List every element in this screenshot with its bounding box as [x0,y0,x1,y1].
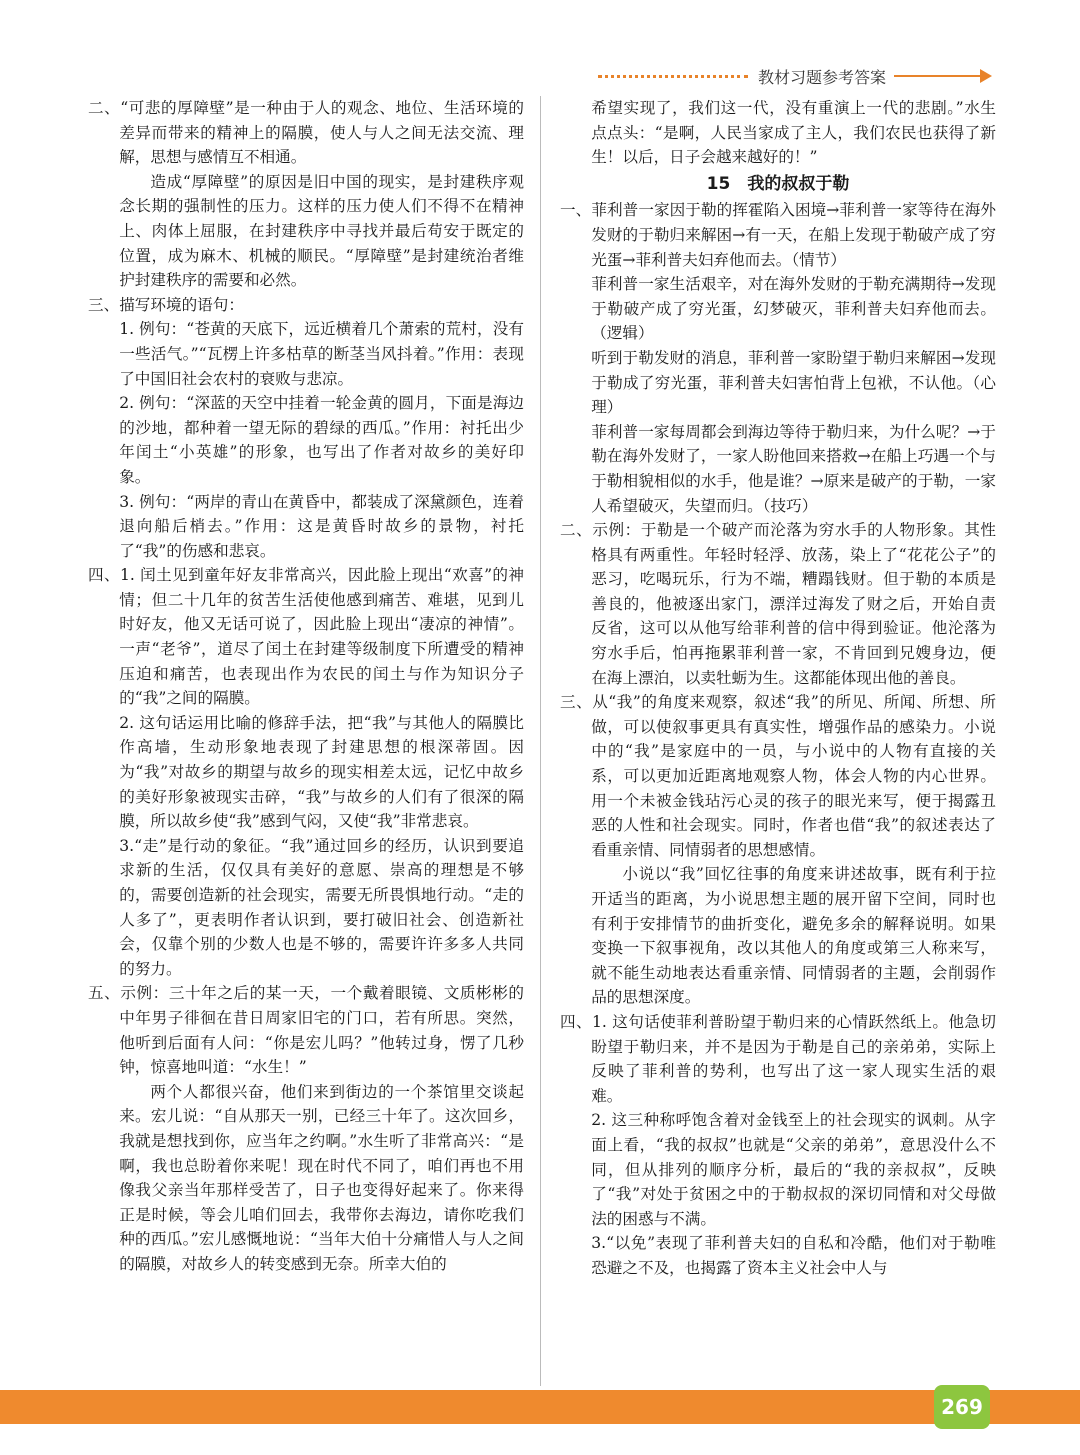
arrow-right-icon [894,75,990,77]
answer-paragraph: 菲利普一家生活艰辛，对在海外发财的于勒充满期待→发现于勒破产成了穷光蛋，幻梦破灭，菲利普夫妇弃他而去。（逻辑） [591,275,996,343]
header-title: 教材习题参考答案 [758,67,887,87]
answer-paragraph: 造成“厚障壁”的原因是旧中国的现实，是封建秩序观念长期的强制性的压力。这样的压力使人们不得不在精神上、肉体上屈服，在封建秩序中寻找并最后苟安于既定的位置，成为麻木、机械的顺民。“厚障壁”是封建统治者维护封建秩序的需要和必然。 [119,172,524,290]
answer-paragraph: 三、描写环境的语句： [88,295,244,314]
answer-paragraph: 2. 这句话运用比喻的修辞手法，把“我”与其他人的隔膜比作高墙，生动形象地表现了封建思想的根深蒂固。因为“我”对故乡的期望与故乡的现实相差太远，记忆中故乡的美好形象被现实击碎，“我”与故乡的人们有了很深的隔膜，所以故乡使“我”感到气闷，又使“我”非常悲哀。 [119,713,524,831]
answer-paragraph: 1. 例句：“苍黄的天底下，远近横着几个萧索的荒村，没有一些活气。”“瓦楞上许多枯草的断茎当风抖着。”作用：表现了中国旧社会农村的衰败与悲凉。 [119,320,524,388]
answer-paragraph: 四、1. 闰土见到童年好友非常高兴，因此脸上现出“欢喜”的神情；但二十几年的贫苦生活使他感到痛苦、难堪，见到儿时好友，他又无话可说了，因此脸上现出“凄凉的神情”。一声“老爷”，道尽了闰土在封建等级制度下所遭受的精神压迫和痛苦，也表现出作为农民的闰土与作为知识分子的“我”之间的隔膜。 [88,566,524,708]
answer-paragraph: 菲利普一家每周都会到海边等待于勒归来，为什么呢？→于勒在海外发财了，一家人盼他回来搭救→在船上巧遇一个与于勒相貌相似的水手，他是谁？→原来是破产的于勒，一家人希望破灭，失望而归。（技巧） [591,422,996,515]
answer-paragraph: 3.“以免”表现了菲利普夫妇的自私和冷酷，他们对于勒唯恐避之不及，也揭露了资本主义社会中人与 [591,1234,996,1277]
answer-paragraph: 听到于勒发财的消息，菲利普一家盼望于勒归来解困→发现于勒成了穷光蛋，菲利普夫妇害怕背上包袱，不认他。（心理） [591,348,996,417]
answer-paragraph: 二、“可悲的厚障壁”是一种由于人的观念、地位、生活环境的差异而带来的精神上的隔膜，使人与人之间无法交流、理解，思想与感情互不相通。 [88,99,524,167]
answer-paragraph: 三、从“我”的角度来观察，叙述“我”的所见、所闻、所想、所做，可以使叙事更具有真实性，增强作品的感染力。小说中的“我”是家庭中的一员，与小说中的人物有直接的关系，可以更加近距离地观察人物，体会人物的内心世界。用一个未被金钱玷污心灵的孩子的眼光来写，便于揭露丑恶的人性和社会现实。同时，作者也借“我”的叙述表达了看重亲情、同情弱者的思想感情。 [560,693,996,859]
dotted-line-decoration [598,75,748,78]
answer-paragraph: 一、菲利普一家因于勒的挥霍陷入困境→菲利普一家等待在海外发财的于勒归来解困→有一天，在船上发现于勒破产成了穷光蛋→菲利普夫妇弃他而去。（情节） [560,201,996,269]
page-header [598,62,990,90]
column-divider [540,96,541,1386]
answer-paragraph: 3.“走”是行动的象征。“我”通过回乡的经历，认识到要追求新的生活，仅仅具有美好的意愿、崇高的理想是不够的，需要创造新的社会现实，需要无所畏惧地行动。“走的人多了”，更表明作者认识到，要打破旧社会、创造新社会，仅靠个别的少数人也是不够的，需要许许多多人共同的努力。 [119,836,524,978]
lesson-title: 15 我的叔叔于勒 [706,173,850,194]
left-column [88,96,524,1386]
answer-paragraph: 3. 例句：“两岸的青山在黄昏中，都装成了深黛颜色，连着退向船后梢去。”作用：这是黄昏时故乡的景物，衬托了“我”的伤感和悲哀。 [119,492,524,560]
answer-paragraph: 希望实现了，我们这一代，没有重演上一代的悲剧。”水生点点头：“是啊，人民当家成了主人，我们农民也获得了新生！以后，日子会越来越好的！” [591,99,996,167]
answer-paragraph: 四、1. 这句话使菲利普盼望于勒归来的心情跃然纸上。他急切盼望于勒归来，并不是因为于勒是自己的亲弟弟，实际上反映了菲利普的势利，也写出了这一家人现实生活的艰难。 [560,1012,996,1105]
answer-paragraph: 二、示例：于勒是一个破产而沦落为穷水手的人物形象。其性格具有两重性。年轻时轻浮、放荡，染上了“花花公子”的恶习，吃喝玩乐，行为不端，糟蹋钱财。但于勒的本质是善良的，他被逐出家门，漂洋过海发了财之后，开始自责反省，这可以从他写给菲利普的信中得到验证。他沦落为穷水手后，怕再拖累菲利普一家，不肯回到兄嫂身边，便在海上漂泊，以卖牡蛎为生。这都能体现出他的善良。 [560,521,996,687]
answer-paragraph: 2. 例句：“深蓝的天空中挂着一轮金黄的圆月，下面是海边的沙地，都种着一望无际的碧绿的西瓜。”作用：衬托出少年闰土“小英雄”的形象，也写出了作者对故乡的美好印象。 [119,394,524,486]
answer-paragraph: 小说以“我”回忆往事的角度来讲述故事，既有利于拉开适当的距离，为小说思想主题的展开留下空间，同时也有利于安排情节的曲折变化，避免多余的解释说明。如果变换一下叙事视角，改以其他人的角度或第三人称来写，就不能生动地表达看重亲情、同情弱者的主题，会削弱作品的思想深度。 [591,865,996,1007]
answer-paragraph: 2. 这三种称呼饱含着对金钱至上的社会现实的讽刺。从字面上看，“我的叔叔”也就是“父亲的弟弟”，意思没什么不同，但从排列的顺序分析，最后的“我的亲叔叔”，反映了“我”对处于贫困之中的于勒叔叔的深切同情和对父母做法的困惑与不满。 [591,1111,996,1228]
footer-bar [0,1390,1080,1424]
page-number: 269 [934,1385,990,1429]
answer-paragraph: 五、示例：三十年之后的某一天，一个戴着眼镜、文质彬彬的中年男子徘徊在昔日周家旧宅的门口，若有所思。突然，他听到后面有人问：“你是宏儿吗？”他转过身，愣了几秒钟，惊喜地叫道：“水生！” [88,984,524,1077]
answer-paragraph: 两个人都很兴奋，他们来到街边的一个茶馆里交谈起来。宏儿说：“自从那天一别，已经三十年了。这次回乡，我就是想找到你，应当年之约啊。”水生听了非常高兴：“是啊，我也总盼着你来呢！现在时代不同了，咱们再也不用像我父亲当年那样受苦了，日子也变得好起来了。你来得正是时候，等会儿咱们回去，我带你去海边，请你吃我们种的西瓜。”宏儿感慨地说：“当年大伯十分痛惜人与人之间的隔膜，对故乡人的转变感到无奈。所幸大伯的 [119,1082,524,1273]
right-column [560,96,996,1386]
